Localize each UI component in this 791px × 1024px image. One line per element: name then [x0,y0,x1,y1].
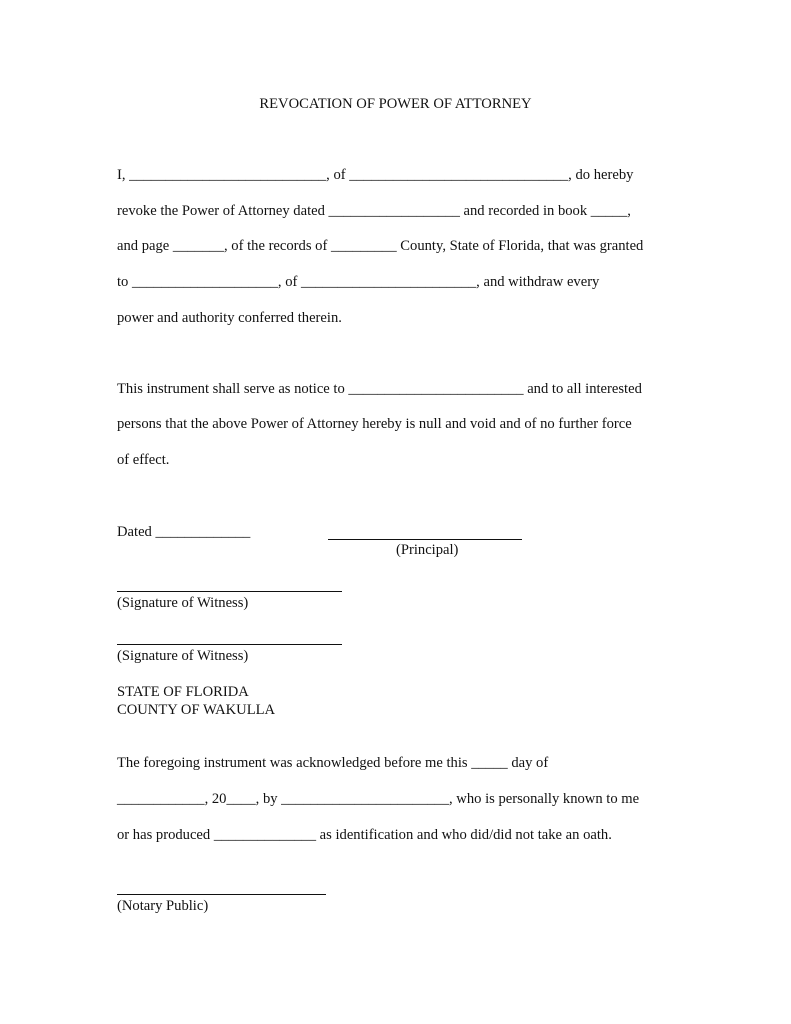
paragraph-line: ____________, 20____, by _______________________, who is personally known to me [117,791,640,807]
witness1-label: (Signature of Witness) [117,595,249,611]
page-title: REVOCATION OF POWER OF ATTORNEY [259,96,532,112]
paragraph-line: or has produced ______________ as identification and who did/did not take an oath. [117,827,612,843]
paragraph-line: persons that the above Power of Attorney hereby is null and void and of no further force [117,416,632,432]
paragraph-line: This instrument shall serve as notice to ________________________ and to all interested [117,381,642,397]
witness2-label: (Signature of Witness) [117,648,249,664]
paragraph-line: power and authority conferred therein. [117,310,342,326]
paragraph-line: The foregoing instrument was acknowledged before me this _____ day of [117,755,549,771]
paragraph-line: to ____________________, of ________________________, and withdraw every [117,274,600,290]
principal-signature-line [328,539,522,540]
state-line: STATE OF FLORIDA [117,684,249,700]
dated-field: Dated _____________ [117,524,251,540]
county-line: COUNTY OF WAKULLA [117,702,276,718]
witness1-signature-line [117,591,342,592]
paragraph-line: of effect. [117,452,170,468]
paragraph-line: revoke the Power of Attorney dated __________________ and recorded in book _____, [117,203,631,219]
paragraph-line: and page _______, of the records of _________ County, State of Florida, that was granted [117,238,644,254]
principal-label: (Principal) [396,542,459,558]
notary-signature-line [117,894,326,895]
paragraph-line: I, ___________________________, of ______________________________, do hereby [117,167,634,183]
notary-label: (Notary Public) [117,898,209,914]
witness2-signature-line [117,644,342,645]
